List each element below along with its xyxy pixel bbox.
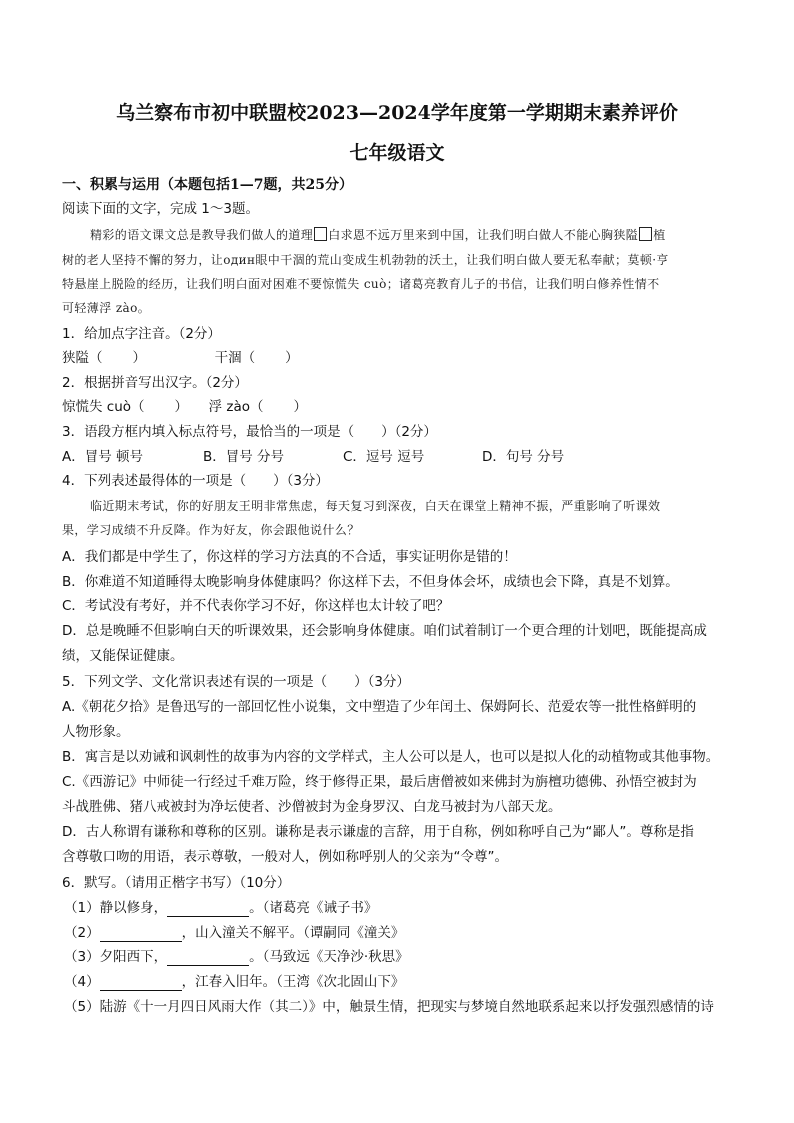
dictation-item-5: （5）陆游《十一月四日风雨大作（其二）》中，触景生情，把现实与梦境自然地联系起来以抒发强烈感情的诗 — [64, 999, 714, 1015]
answer-blank[interactable] — [167, 951, 249, 966]
question-4-option-c: C．考试没有考好，并不代表你学习不好，你这样也太计较了吧？ — [62, 598, 450, 614]
question-5-option-a-cont: 人物形象。 — [62, 724, 130, 740]
question-4-option-a: A．我们都是中学生了，你这样的学习方法真的不合适，事实证明你是错的！ — [62, 549, 517, 565]
question-5-option-c-cont: 斗战胜佛、猪八戒被封为净坛使者、沙僧被封为金身罗汉、白龙马被封为八部天龙。 — [62, 799, 562, 815]
question-4-option-b: B．你难道不知道睡得太晚影响身体健康吗？你这样下去，不但身体会坏，成绩也会下降，真是不划算。 — [62, 574, 679, 590]
question-5-option-d: D．古人称谓有谦称和尊称的区别。谦称是表示谦虚的言辞，用于自称，例如称呼自己为“鄙人”。尊称是指 — [62, 824, 694, 840]
exam-title: 乌兰察布市初中联盟校2023—2024学年度第一学期期末素养评价 — [116, 102, 678, 124]
exam-subtitle: 七年级语文 — [349, 142, 445, 164]
answer-blank[interactable] — [100, 976, 182, 991]
question-3-option-b: B．冒号 分号 — [203, 449, 285, 465]
question-5-option-a: A.《朝花夕拾》是鲁迅写的一部回忆性小说集，文中塑造了少年闰土、保姆阿长、范爱农等一批性格鲜明的 — [62, 699, 697, 715]
question-4-context-1: 临近期末考试，你的好朋友王明非常焦虑，每天复习到深夜，白天在课堂上精神不振，严重影响了听课效 — [90, 499, 661, 513]
question-3-option-c: C．逗号 逗号 — [343, 449, 425, 465]
question-5-option-d-cont: 含尊敬口吻的用语，表示尊敬，一般对人，例如称呼别人的父亲为“令尊”。 — [62, 849, 508, 865]
question-5-option-c: C.《西游记》中师徒一行经过千难万险，终于修得正果，最后唐僧被如来佛封为旃檀功德佛、孙悟空被封为 — [62, 774, 697, 790]
question-4-context-2: 果，学习成绩不升反降。作为好友，你会跟他说什么？ — [62, 523, 360, 537]
question-4-stem: 4．下列表述最得体的一项是（ ）（3分） — [62, 473, 329, 489]
question-3-option-d: D．句号 分号 — [482, 449, 565, 465]
dictation-item-4: （4） ，江春入旧年。（王湾《次北固山下》 — [64, 974, 405, 990]
question-2-answers: 惊慌失 cuò（ ） 浮 zào（ ） — [62, 399, 308, 415]
question-4-option-d-cont: 绩，又能保证健康。 — [62, 648, 184, 664]
dictation-item-1: （1）静以修身， 。（诸葛亮《诫子书》 — [64, 900, 378, 916]
dictation-item-3: （3）夕阳西下， 。（马致远《天净沙·秋思》 — [64, 949, 409, 965]
question-1-answers: 狭隘（ ） 干涸（ ） — [62, 350, 299, 366]
passage-line-1: 精彩的语文课文总是教导我们做人的道理 白求恩不远万里来到中国，让我们明白做人不能心胸狭隘 植 — [90, 228, 666, 242]
passage-line-4: 可轻薄浮 zào。 — [62, 301, 151, 315]
punctuation-box-1 — [314, 227, 327, 241]
section-heading: 一、积累与运用（本题包括1—7题，共25分） — [62, 177, 353, 193]
question-6-stem: 6．默写。（请用正楷字书写）（10分） — [62, 875, 291, 891]
passage-line-3: 特悬崖上脱险的经历，让我们明白面对困难不要惊慌失 cuò；诸葛亮教育儿子的书信，让我们明白修养性情不 — [62, 277, 660, 291]
answer-blank[interactable] — [100, 927, 182, 942]
question-1-stem: 1．给加点字注音。（2分） — [62, 326, 221, 342]
answer-blank[interactable] — [167, 902, 249, 917]
passage-line-2: 树的老人坚持不懈的努力，让один眼中干涸的荒山变成生机勃勃的沃土，让我们明白做人要无私奉献；莫顿·亨 — [62, 253, 669, 267]
question-5-stem: 5．下列文学、文化常识表述有误的一项是（ ）（3分） — [62, 674, 410, 690]
section-intro: 阅读下面的文字，完成 1～3题。 — [62, 201, 259, 217]
question-5-option-b: B．寓言是以劝诫和讽刺性的故事为内容的文学样式，主人公可以是人，也可以是拟人化的动植物或其他事物。 — [62, 749, 720, 765]
dictation-item-2: （2） ，山入潼关不解平。（谭嗣同《潼关》 — [64, 925, 405, 941]
question-2-stem: 2．根据拼音写出汉字。（2分） — [62, 375, 248, 391]
question-4-option-d: D．总是晚睡不但影响白天的听课效果，还会影响身体健康。咱们试着制订一个更合理的计划吧，既能提高成 — [62, 623, 707, 639]
question-3-option-a: A．冒号 顿号 — [62, 449, 144, 465]
question-3-stem: 3．语段方框内填入标点符号，最恰当的一项是（ ）（2分） — [62, 424, 437, 440]
punctuation-box-2 — [639, 227, 652, 241]
